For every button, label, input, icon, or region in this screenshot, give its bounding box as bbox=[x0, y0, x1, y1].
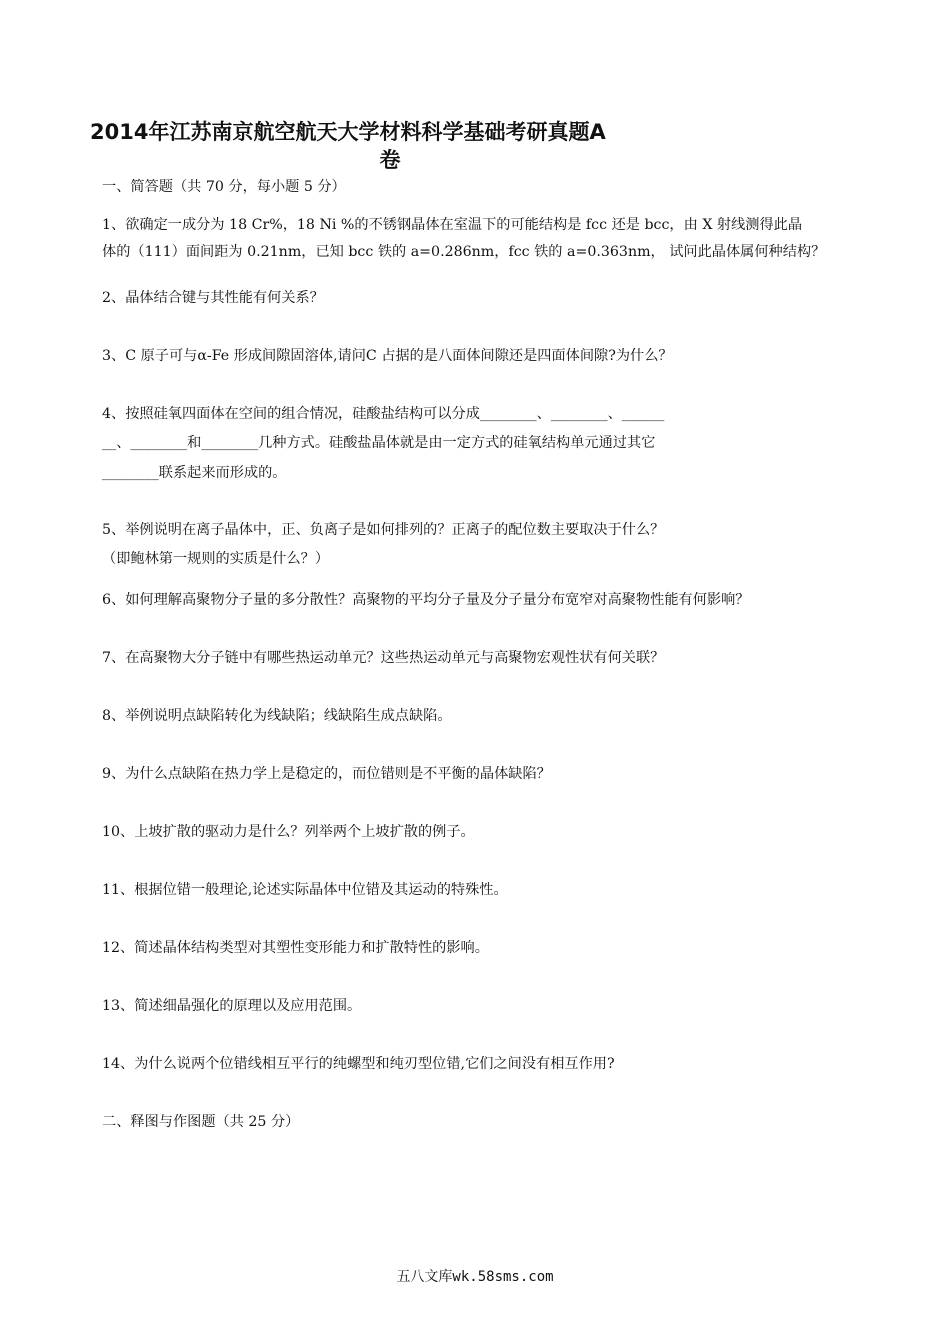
question-8: 8、举例说明点缺陷转化为线缺陷；线缺陷生成点缺陷。 bbox=[102, 708, 452, 724]
footer-watermark: 五八文库wk.58sms.com bbox=[396, 1269, 554, 1285]
section1-heading: 一、简答题（共 70 分，每小题 5 分） bbox=[102, 179, 346, 195]
question-12: 12、简述晶体结构类型对其塑性变形能力和扩散特性的影响。 bbox=[102, 940, 489, 956]
question-9: 9、为什么点缺陷在热力学上是稳定的，而位错则是不平衡的晶体缺陷？ bbox=[102, 766, 551, 782]
question-6: 6、如何理解高聚物分子量的多分散性？高聚物的平均分子量及分子量分布宽窄对高聚物性能有何影响？ bbox=[102, 592, 750, 608]
question-13: 13、简述细晶强化的原理以及应用范围。 bbox=[102, 998, 362, 1014]
question-3: 3、C 原子可与α-Fe 形成间隙固溶体,请问C 占据的是八面体间隙还是四面体间隙?为什么？ bbox=[102, 348, 673, 364]
question-1-line-2: 体的（111）面间距为 0.21nm，已知 bcc 铁的 a=0.286nm，fcc 铁的 a=0.363nm， 试问此晶体属何种结构？ bbox=[102, 244, 826, 260]
question-5-line-1: 5、举例说明在离子晶体中，正、负离子是如何排列的？正离子的配位数主要取决于什么？ bbox=[102, 522, 665, 538]
question-4-line-2: __、________和________几种方式。硅酸盐晶体就是由一定方式的硅氧结构单元通过其它 bbox=[102, 435, 656, 451]
question-11: 11、根据位错一般理论,论述实际晶体中位错及其运动的特殊性。 bbox=[102, 882, 508, 898]
question-4-line-3: ________联系起来而形成的。 bbox=[102, 465, 287, 481]
question-2: 2、晶体结合键与其性能有何关系？ bbox=[102, 290, 324, 306]
question-10: 10、上坡扩散的驱动力是什么？列举两个上坡扩散的例子。 bbox=[102, 824, 475, 840]
question-5-line-2: （即鲍林第一规则的实质是什么？） bbox=[102, 551, 330, 567]
section2-heading: 二、释图与作图题（共 25 分） bbox=[102, 1114, 300, 1130]
question-4-line-1: 4、按照硅氧四面体在空间的组合情况，硅酸盐结构可以分成________、________、______ bbox=[102, 406, 665, 422]
title-line-1: 2014年江苏南京航空航天大学材料科学基础考研真题A bbox=[90, 120, 606, 144]
title-line-2: 卷 bbox=[379, 148, 401, 172]
document-title bbox=[90, 118, 690, 174]
question-14: 14、为什么说两个位错线相互平行的纯螺型和纯刃型位错,它们之间没有相互作用? bbox=[102, 1056, 615, 1072]
question-7: 7、在高聚物大分子链中有哪些热运动单元？这些热运动单元与高聚物宏观性状有何关联？ bbox=[102, 650, 665, 666]
question-1-line-1: 1、欲确定一成分为 18 Cr%，18 Ni %的不锈钢晶体在室温下的可能结构是 fcc 还是 bcc，由 X 射线测得此晶 bbox=[102, 217, 803, 233]
